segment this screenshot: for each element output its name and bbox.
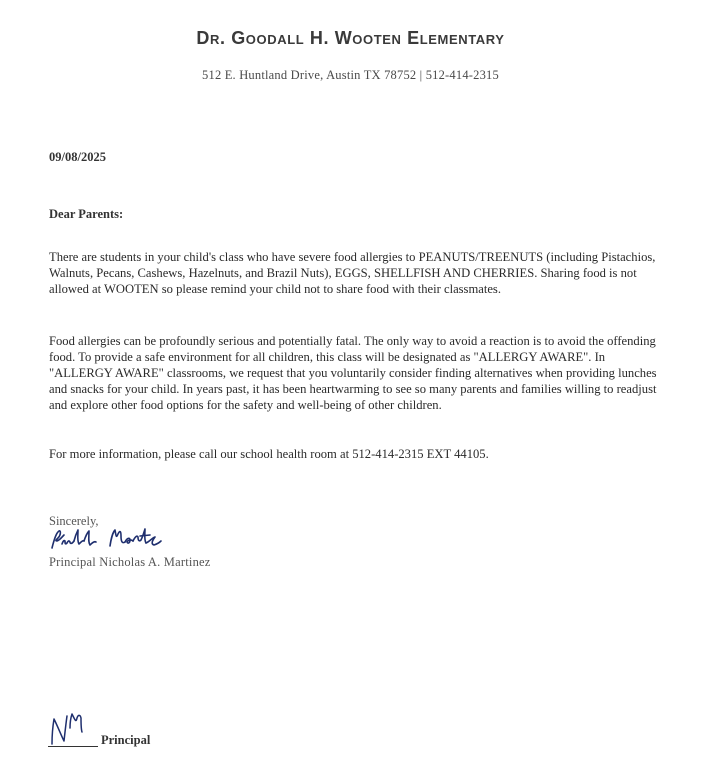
paragraph-allergy-aware: Food allergies can be profoundly serious and potentially fatal. The only way to avoid a reaction is to avoid the offending food. To provide a safe environment for all children, this class will be designated as "ALLERGY AWARE". In "ALLERGY AWARE" classrooms, we request that you voluntarily consider finding alternatives when providing lunches and snacks for your child. In years past, it has been heartwarming to see so many parents and families willing to readjust and explore other food options for the safety and well-being of other children. bbox=[49, 334, 657, 412]
handwritten-initials bbox=[46, 710, 98, 748]
signer-name: Principal Nicholas A. Martinez bbox=[49, 555, 211, 569]
handwritten-signature bbox=[48, 526, 168, 554]
letter-greeting: Dear Parents: bbox=[49, 207, 124, 221]
initials-underline bbox=[48, 746, 98, 747]
letter-date: 09/08/2025 bbox=[49, 150, 106, 164]
school-address: 512 E. Huntland Drive, Austin TX 78752 | 512-414-2315 bbox=[202, 68, 499, 82]
school-name: Dr. Goodall H. Wooten Elementary bbox=[196, 28, 505, 48]
letter-closing: Sincerely, bbox=[49, 514, 99, 528]
initials-label: Principal bbox=[101, 733, 151, 747]
paragraph-allergies: There are students in your child's class who have severe food allergies to PEANUTS/TREENUTS (including Pistachios, Walnuts, Pecans, Cashews, Hazelnuts, and Brazil Nuts), EGGS, SHELLFISH AND CHERRIES. Sharing food is not allowed at WOOTEN so please remind your child not to share food with their classmates. bbox=[49, 250, 656, 296]
paragraph-contact: For more information, please call our school health room at 512-414-2315 EXT 44105. bbox=[49, 447, 489, 461]
